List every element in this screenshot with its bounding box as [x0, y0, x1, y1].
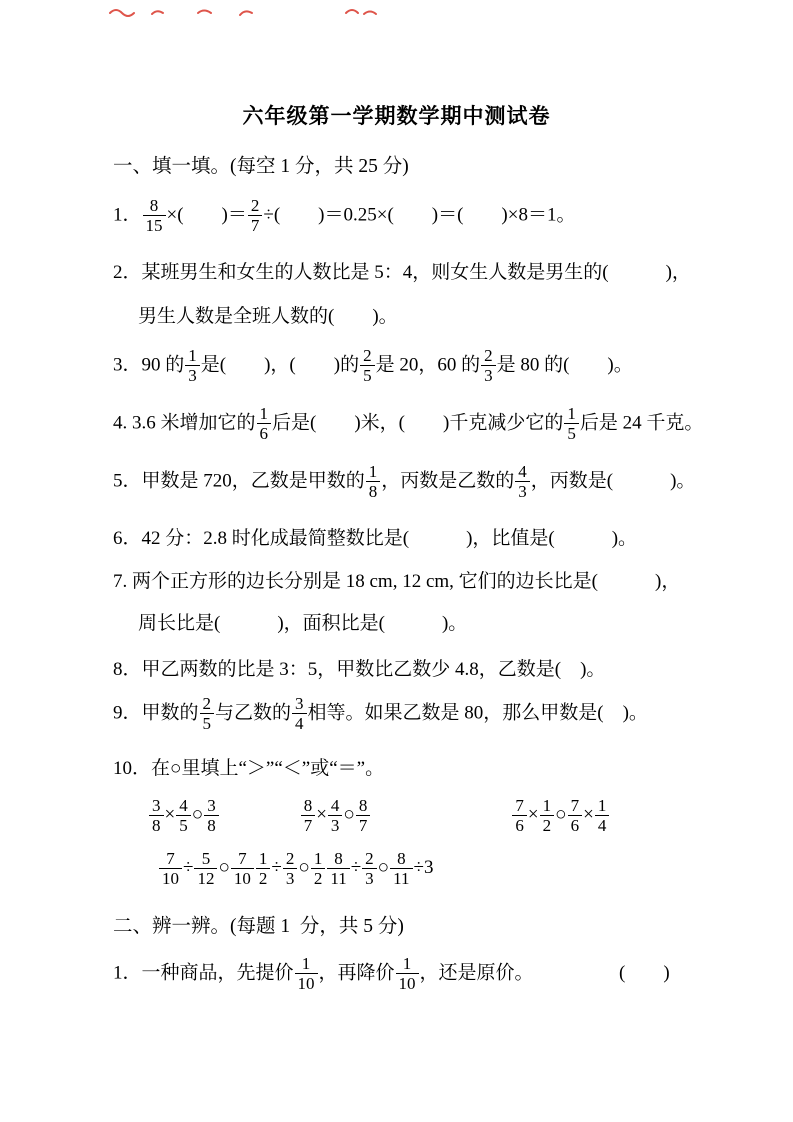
comparison-1a [148, 796, 220, 835]
fraction: $\frac{7}{10}$ [159, 849, 182, 888]
fraction: $\frac{4}{3}$ [515, 462, 530, 501]
math-text: 4. 3.6 米增加它的 [113, 412, 256, 434]
comparison-1b [300, 796, 372, 835]
page-title: 六年级第一学期数学期中测试卷 [242, 105, 551, 128]
math-text: ÷ [271, 856, 282, 878]
math-text: × [316, 803, 327, 825]
fraction: $\frac{1}{3}$ [185, 346, 200, 385]
math-text: 7. 两个正方形的边长分别是 18 cm, 12 cm, 它们的边长比是( )， [113, 571, 681, 593]
math-text: 后是( )米，( )千克减少它的 [272, 412, 564, 434]
question-4 [113, 404, 729, 450]
question-1 [113, 196, 729, 242]
fraction: $\frac{2}{3}$ [481, 346, 496, 385]
fraction: $\frac{7}{6}$ [512, 796, 527, 835]
math-text: 8．甲乙两数的比是 3：5，甲数比乙数少 4.8，乙数是( )。 [113, 658, 606, 680]
math-text: ÷( )＝0.25×( )＝( )×8＝1。 [263, 205, 576, 227]
fraction: $\frac{8}{7}$ [356, 796, 371, 835]
comparison-row-2 [113, 849, 729, 888]
question-7-line2 [138, 611, 729, 637]
math-text: 1．一种商品，先提价 [113, 962, 294, 984]
math-text: ÷ [183, 856, 194, 878]
fraction: $\frac{5}{12}$ [194, 849, 217, 888]
question-7-line1 [113, 569, 729, 595]
question-2-line1 [113, 260, 729, 286]
question-5 [113, 462, 729, 508]
fraction: $\frac{4}{5}$ [176, 796, 191, 835]
section2-question-1 [113, 954, 729, 1000]
fraction: $\frac{1}{6}$ [257, 404, 272, 443]
comparison-1c [511, 796, 610, 835]
paper-body [113, 154, 729, 1000]
math-text: ×( )＝ [166, 205, 247, 227]
math-text: 5．甲数是 720，乙数是甲数的 [113, 470, 365, 492]
comparison-2 [158, 849, 433, 888]
fraction: $\frac{1}{4}$ [595, 796, 610, 835]
fraction: $\frac{2}{7}$ [248, 196, 263, 235]
fraction: $\frac{8}{11}$ [390, 849, 412, 888]
math-text: ，再降价 [318, 962, 395, 984]
math-text: ○ [555, 803, 567, 825]
math-text: ○ [377, 856, 390, 878]
math-text: ( ) [524, 962, 670, 984]
question-2-line2 [138, 304, 729, 330]
math-text: 后是 24 千克。 [579, 412, 704, 434]
fraction: $\frac{7}{10}$ [231, 849, 254, 888]
fraction: $\frac{1}{8}$ [366, 462, 381, 501]
fraction: $\frac{2}{3}$ [362, 849, 377, 888]
fraction: $\frac{1}{2}$ [256, 849, 271, 888]
math-text: 10．在○里填上“＞”“＜”或“＝”。 [113, 758, 385, 780]
fraction: $\frac{3}{4}$ [292, 694, 307, 733]
math-text: 1． [113, 205, 142, 227]
fraction: $\frac{2}{5}$ [360, 346, 375, 385]
math-text: ○ [298, 856, 310, 878]
red-pen-marks [100, 4, 400, 22]
math-text: ，丙数是( )。 [530, 470, 696, 492]
comparison-row-1 [113, 796, 729, 835]
question-9 [113, 694, 729, 740]
math-text: 相等。如果乙数是 80，那么甲数是( )。 [307, 702, 648, 724]
fraction: $\frac{1}{2}$ [540, 796, 555, 835]
math-text: × [164, 803, 176, 825]
math-text: ○ [343, 803, 355, 825]
math-text: 周长比是( )，面积比是( )。 [138, 612, 468, 634]
fraction: $\frac{1}{10}$ [295, 954, 318, 993]
math-text: 是( )，( )的 [200, 354, 360, 376]
math-text: 是 80 的( )。 [496, 354, 633, 376]
math-text: 3．90 的 [113, 354, 185, 376]
section2-heading: 二、辨一辨。(每题 1 分，共 5 分) [113, 915, 404, 937]
math-text: ÷ [350, 856, 362, 878]
math-text: × [527, 803, 539, 825]
fraction: $\frac{3}{8}$ [204, 796, 219, 835]
math-text: × [583, 803, 594, 825]
fraction: $\frac{1}{2}$ [311, 849, 326, 888]
math-text: ，丙数是乙数的 [381, 470, 515, 492]
fraction: $\frac{1}{5}$ [564, 404, 579, 443]
fraction: $\frac{7}{6}$ [568, 796, 583, 835]
math-text: 与乙数的 [215, 702, 292, 724]
question-6 [113, 526, 729, 552]
fraction: $\frac{2}{5}$ [200, 694, 215, 733]
question-3 [113, 346, 729, 392]
math-text: ○ [191, 803, 204, 825]
section1-heading: 一、填一填。(每空 1 分，共 25 分) [113, 156, 409, 177]
math-text: ÷3 [413, 856, 434, 878]
fraction: $\frac{4}{3}$ [328, 796, 343, 835]
math-text: 2．某班男生和女生的人数比是 5：4，则女生人数是男生的( )， [113, 262, 691, 284]
math-text: 是 20，60 的 [375, 354, 481, 376]
math-text: 9．甲数的 [113, 702, 199, 724]
math-text: ，还是原价。 [419, 962, 525, 984]
question-8 [113, 657, 729, 683]
fraction: $\frac{1}{10}$ [396, 954, 419, 993]
math-text: ○ [218, 856, 230, 878]
fraction: $\frac{8}{15}$ [143, 196, 166, 235]
fraction: $\frac{2}{3}$ [283, 849, 298, 888]
fraction: $\frac{3}{8}$ [149, 796, 164, 835]
fraction: $\frac{8}{7}$ [301, 796, 316, 835]
math-text: 6．42 分：2.8 时化成最简整数比是( )，比值是( )。 [113, 527, 638, 549]
question-10 [113, 756, 729, 782]
fraction: $\frac{8}{11}$ [327, 849, 349, 888]
math-text: 男生人数是全班人数的( )。 [138, 305, 398, 327]
